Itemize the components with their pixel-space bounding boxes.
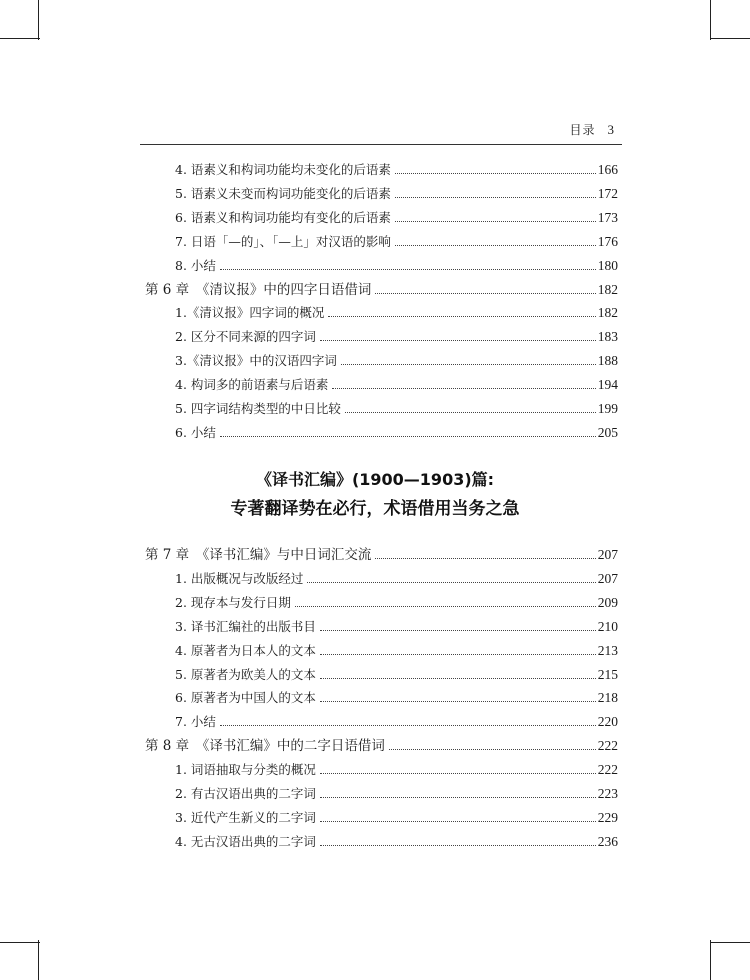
dot-leader bbox=[345, 411, 596, 413]
entry-title: 2. 区分不同来源的四字词 bbox=[175, 329, 316, 345]
entry-page: 194 bbox=[597, 377, 618, 393]
dot-leader bbox=[320, 844, 596, 846]
entry-title: 5. 语素义未变而构词功能变化的后语素 bbox=[175, 185, 391, 201]
entry-title: 1. 词语抽取与分类的概况 bbox=[175, 762, 316, 778]
running-head-page: 3 bbox=[607, 122, 615, 137]
dot-leader bbox=[375, 292, 595, 294]
toc-entry[interactable] bbox=[145, 325, 618, 345]
entry-page: 166 bbox=[597, 162, 618, 177]
dot-leader bbox=[220, 724, 596, 726]
toc-entry[interactable] bbox=[145, 782, 618, 802]
running-head-section: 目录 bbox=[569, 123, 596, 137]
part-title: 《译书汇编》(1900—1903)篇: bbox=[255, 470, 495, 489]
entry-page: 236 bbox=[597, 833, 618, 849]
entry-title: 6. 原著者为中国人的文本 bbox=[175, 690, 316, 706]
entry-page: 220 bbox=[597, 714, 618, 730]
entry-title: 5. 四字词结构类型的中日比较 bbox=[175, 401, 341, 416]
toc-entry[interactable] bbox=[145, 301, 618, 321]
entry-page: 207 bbox=[597, 547, 618, 562]
toc-entry[interactable] bbox=[145, 830, 618, 850]
part-subtitle: 专著翻译势在必行，术语借用当务之急 bbox=[230, 499, 520, 519]
dot-leader bbox=[395, 244, 596, 246]
toc-chapter[interactable] bbox=[145, 543, 618, 563]
toc-entry[interactable] bbox=[145, 230, 618, 250]
entry-page: 172 bbox=[597, 185, 618, 201]
crop-mark bbox=[38, 940, 39, 980]
dot-leader bbox=[389, 748, 596, 750]
toc-chapter[interactable] bbox=[145, 278, 618, 298]
crop-mark bbox=[710, 940, 711, 980]
toc-entry[interactable] bbox=[145, 182, 618, 202]
dot-leader bbox=[395, 220, 596, 222]
entry-title: 3. 译书汇编社的出版书目 bbox=[175, 618, 316, 634]
toc-entry[interactable] bbox=[145, 567, 618, 587]
dot-leader bbox=[320, 677, 596, 679]
entry-page: 199 bbox=[597, 401, 618, 416]
dot-leader bbox=[320, 772, 596, 774]
toc-entry[interactable] bbox=[145, 373, 618, 393]
toc-entry[interactable] bbox=[145, 639, 618, 659]
entry-page: 176 bbox=[597, 233, 618, 249]
entry-title: 4. 构词多的前语素与后语素 bbox=[175, 377, 329, 393]
toc-entry[interactable] bbox=[145, 397, 618, 417]
dot-leader bbox=[320, 820, 596, 822]
entry-page: 173 bbox=[597, 209, 618, 225]
toc-entry[interactable] bbox=[145, 663, 618, 683]
dot-leader bbox=[320, 796, 596, 798]
entry-title: 5. 原著者为欧美人的文本 bbox=[175, 666, 316, 682]
dot-leader bbox=[395, 172, 596, 174]
dot-leader bbox=[332, 387, 595, 389]
entry-title: 第 6 章 《清议报》中的四字日语借词 bbox=[145, 281, 372, 298]
dot-leader bbox=[328, 315, 595, 317]
entry-title: 2. 有古汉语出典的二字词 bbox=[175, 786, 316, 801]
entry-page: 215 bbox=[597, 666, 618, 682]
crop-mark bbox=[710, 0, 711, 40]
dot-leader bbox=[320, 629, 596, 631]
toc-entry[interactable] bbox=[145, 758, 618, 778]
dot-leader bbox=[295, 605, 596, 607]
crop-mark bbox=[0, 942, 40, 943]
entry-page: 182 bbox=[597, 305, 618, 321]
entry-title: 3. 近代产生新义的二字词 bbox=[175, 809, 316, 825]
toc-entry[interactable] bbox=[145, 158, 618, 178]
toc-entry[interactable] bbox=[145, 421, 618, 441]
crop-mark bbox=[38, 0, 39, 40]
entry-page: 205 bbox=[597, 424, 618, 440]
entry-page: 207 bbox=[597, 570, 618, 586]
dot-leader bbox=[320, 339, 596, 341]
toc-entry[interactable] bbox=[145, 686, 618, 706]
running-head bbox=[569, 121, 615, 138]
entry-title: 1. 出版概况与改版经过 bbox=[175, 570, 304, 586]
entry-page: 222 bbox=[597, 738, 618, 754]
toc-entry[interactable] bbox=[145, 615, 618, 635]
dot-leader bbox=[320, 653, 596, 655]
toc-entry[interactable] bbox=[145, 591, 618, 611]
entry-title: 4. 无古汉语出典的二字词 bbox=[175, 833, 316, 849]
dot-leader bbox=[341, 363, 596, 365]
entry-title: 1.《清议报》四字词的概况 bbox=[175, 305, 325, 321]
entry-page: 229 bbox=[597, 809, 618, 825]
toc-entry[interactable] bbox=[145, 349, 618, 369]
entry-title: 6. 小结 bbox=[175, 424, 216, 440]
entry-page: 218 bbox=[597, 690, 618, 706]
entry-title: 8. 小结 bbox=[175, 257, 216, 273]
entry-page: 209 bbox=[597, 594, 618, 610]
entry-page: 183 bbox=[597, 329, 618, 345]
entry-title: 3.《清议报》中的汉语四字词 bbox=[175, 353, 337, 369]
dot-leader bbox=[220, 435, 596, 437]
toc-entry[interactable] bbox=[145, 710, 618, 730]
dot-leader bbox=[220, 268, 596, 270]
entry-title: 7. 小结 bbox=[175, 714, 216, 730]
toc-entry[interactable] bbox=[145, 806, 618, 826]
entry-title: 第 8 章 《译书汇编》中的二字日语借词 bbox=[145, 738, 385, 755]
entry-title: 第 7 章 《译书汇编》与中日词汇交流 bbox=[145, 547, 372, 563]
entry-page: 222 bbox=[597, 762, 618, 778]
dot-leader bbox=[320, 700, 596, 702]
dot-leader bbox=[375, 557, 595, 559]
entry-page: 182 bbox=[597, 281, 618, 297]
entry-title: 7. 日语「—的」、「—上」对汉语的影响 bbox=[175, 233, 391, 249]
crop-mark bbox=[710, 942, 750, 943]
entry-title: 6. 语素义和构词功能均有变化的后语素 bbox=[175, 209, 391, 225]
entry-page: 223 bbox=[597, 786, 618, 801]
entry-title: 4. 原著者为日本人的文本 bbox=[175, 642, 316, 658]
crop-mark bbox=[710, 38, 750, 39]
entry-page: 180 bbox=[597, 257, 618, 273]
toc-entry[interactable] bbox=[145, 206, 618, 226]
toc-entry[interactable] bbox=[145, 254, 618, 274]
entry-title: 4. 语素义和构词功能均未变化的后语素 bbox=[175, 162, 391, 177]
entry-page: 210 bbox=[597, 618, 618, 634]
dot-leader bbox=[395, 196, 596, 198]
toc-chapter[interactable] bbox=[145, 734, 618, 754]
entry-page: 188 bbox=[597, 353, 618, 369]
entry-page: 213 bbox=[597, 642, 618, 658]
crop-mark bbox=[0, 38, 40, 39]
entry-title: 2. 现存本与发行日期 bbox=[175, 594, 291, 610]
dot-leader bbox=[307, 581, 595, 583]
header-rule bbox=[140, 144, 622, 145]
